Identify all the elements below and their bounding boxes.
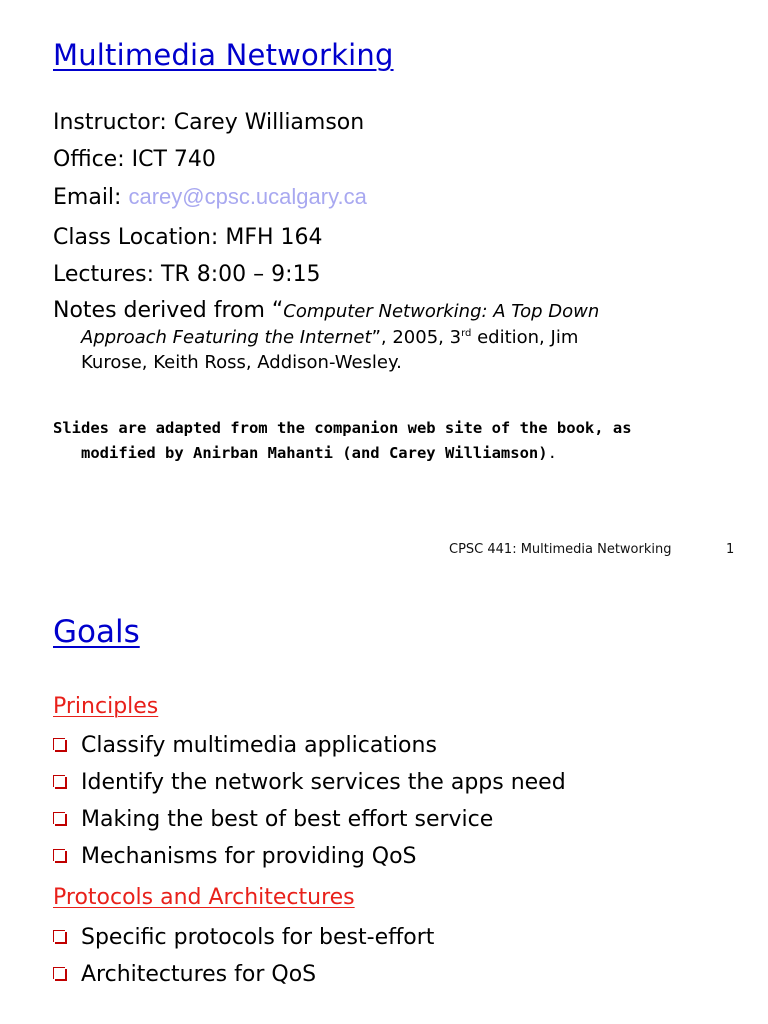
protocols-list: [53, 919, 434, 993]
square-bullet-icon: [53, 967, 65, 979]
notes-prefix: Notes derived from “: [53, 298, 284, 323]
principles-heading: Principles: [53, 694, 159, 719]
list-item-text: Making the best of best effort service: [81, 807, 494, 832]
list-item-text: Mechanisms for providing QoS: [81, 844, 417, 869]
lectures-value: TR 8:00 – 9:15: [161, 262, 321, 287]
list-item: [53, 727, 566, 764]
notes-edition: edition, Jim: [471, 327, 579, 348]
protocols-heading: Protocols and Architectures: [53, 885, 355, 910]
list-item: [53, 919, 434, 956]
notes-paragraph: [53, 298, 693, 375]
page-number: 1: [726, 542, 735, 557]
lectures-label: Lectures:: [53, 262, 155, 287]
slide-footer: CPSC 441: Multimedia Networking: [449, 542, 672, 557]
book-title-part-2: Approach Featuring the Internet: [81, 327, 372, 348]
location-label: Class Location:: [53, 225, 219, 250]
square-bullet-icon: [53, 849, 65, 861]
instructor-label: Instructor:: [53, 110, 167, 135]
square-bullet-icon: [53, 930, 65, 942]
notes-authors: Kurose, Keith Ross, Addison-Wesley.: [81, 352, 402, 373]
principles-list: [53, 727, 566, 875]
slide-2: [0, 580, 768, 1024]
list-item: [53, 838, 566, 875]
slide-title: Goals: [53, 614, 140, 650]
list-item: [53, 801, 566, 838]
location-value: MFH 164: [225, 225, 323, 250]
list-item-text: Classify multimedia applications: [81, 733, 437, 758]
slide-title: Multimedia Networking: [53, 38, 394, 72]
email-line: [53, 182, 367, 213]
adapted-line-2-wrap: [53, 441, 713, 466]
email-link[interactable]: carey@cpsc.ucalgary.ca: [128, 184, 367, 209]
square-bullet-icon: [53, 775, 65, 787]
office-line: [53, 145, 216, 175]
lectures-line: [53, 260, 321, 290]
location-line: [53, 223, 323, 253]
list-item: [53, 764, 566, 801]
instructor-line: [53, 108, 364, 138]
adapted-note: [53, 416, 713, 466]
adapted-period: .: [547, 444, 557, 462]
adapted-line-2: modified by Anirban Mahanti (and Carey Williamson): [81, 444, 548, 462]
office-value: ICT 740: [131, 147, 216, 172]
edition-superscript: rd: [461, 328, 472, 339]
square-bullet-icon: [53, 738, 65, 750]
notes-continuation: [53, 325, 693, 350]
list-item-text: Identify the network services the apps need: [81, 770, 566, 795]
adapted-line-1: Slides are adapted from the companion web site of the book, as: [53, 419, 632, 437]
book-title-part-1: Computer Networking: A Top Down: [283, 301, 600, 322]
square-bullet-icon: [53, 812, 65, 824]
email-label: Email:: [53, 185, 122, 210]
list-item: [53, 956, 434, 993]
office-label: Office:: [53, 147, 125, 172]
list-item-text: Architectures for QoS: [81, 962, 317, 987]
instructor-value: Carey Williamson: [173, 110, 365, 135]
notes-after-book: ”, 2005, 3: [371, 327, 462, 348]
list-item-text: Specific protocols for best-effort: [81, 925, 435, 950]
